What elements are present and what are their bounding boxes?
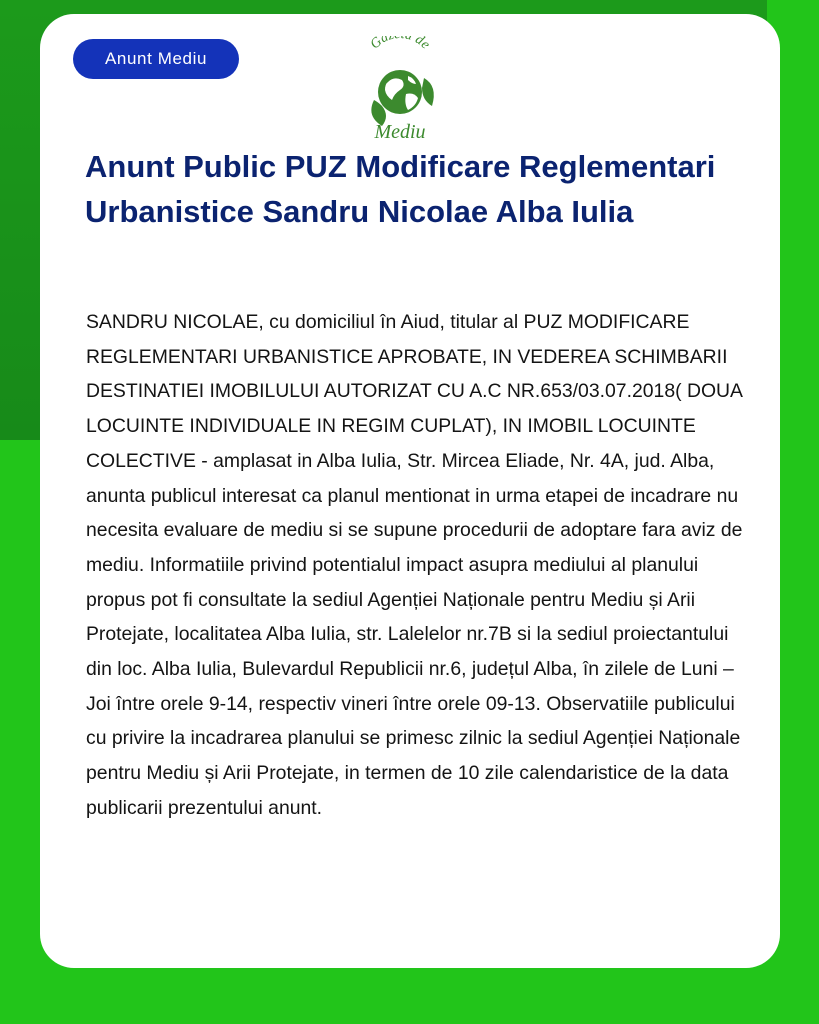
logo-text-top: Ga de [367,36,433,53]
category-badge[interactable]: Anunt Mediu [73,39,239,79]
leaf-right-icon [422,78,434,106]
svg-text:Gazeta de [368,36,433,52]
announcement-body: SANDRU NICOLAE, cu domiciliul în Aiud, titular al PUZ MODIFICARE REGLEMENTARI URBANISTICE APROBATE, IN VEDEREA SCHIMBARII DESTINATIEI IMOBILULUI AUTORIZAT CU A.C NR.653/03.07.2018( DOUA LOCUINTE INDIVIDUALE IN REGIM CUPLAT), IN IMOBIL LOCUINTE COLECTIVE - amplasat in Alba Iulia, Str. Mircea Eliade, Nr. 4A, jud. Alba, anunta publicul interesat ca planul mentionat in urma etapei de incadrare nu necesita evaluare de mediu si se supune procedurii de adoptare fara aviz de mediu. Informatiile privind potentialul impact asupra mediului al planului propus pot fi consultate la sediul Agenției Naționale pentru Mediu și Arii Protejate, localitatea Alba Iulia, str. Lalelelor nr.7B si la sediul proiectantului din loc. Alba Iulia, Bulevardul Republicii nr.6, județul Alba, în zilele de Luni –Joi între orele 9-14, respectiv vineri între orele 09-13. Observatiile publicului cu privire la incadrarea planului se primesc zilnic la sediul Agenției Naționale pentru Mediu și Arii Protejate, in termen de 10 zile calendaristice de la data publicarii prezentului anunt. [86,311,743,819]
logo-text-bottom: Mediu [374,121,426,143]
announcement-card [40,14,780,968]
page-title: Anunt Public PUZ Modificare Reglementari Urbanistice Sandru Nicolae Alba Iulia [85,149,716,229]
gazeta-de-mediu-logo [358,36,442,146]
globe-icon [378,70,422,114]
